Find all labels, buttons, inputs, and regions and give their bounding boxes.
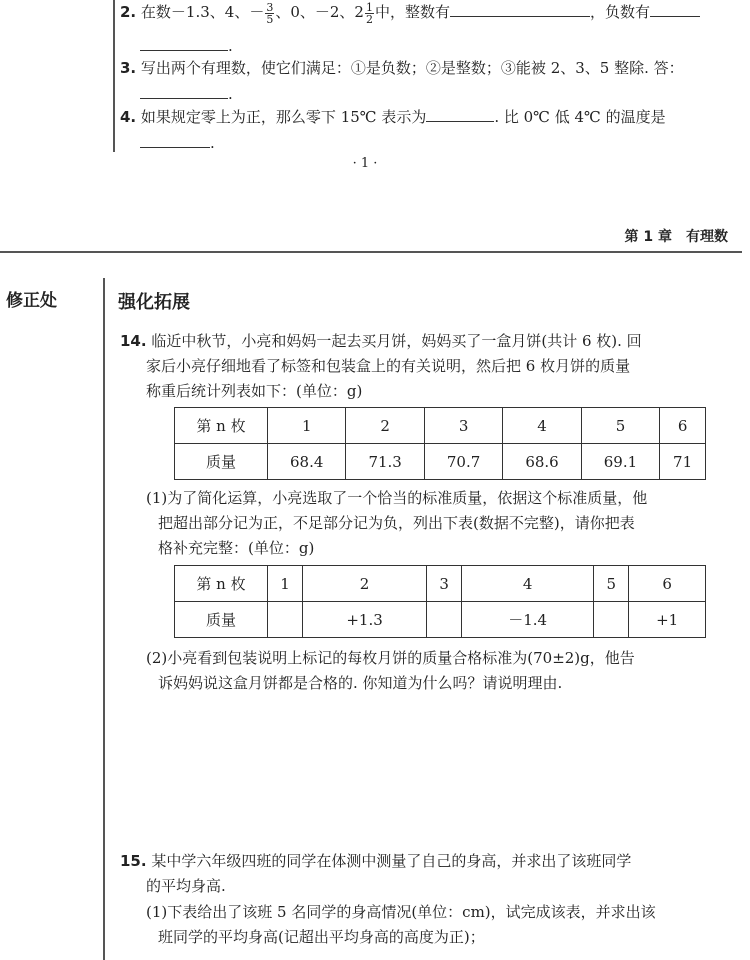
table-cell: 1 bbox=[268, 566, 303, 602]
section-title: 强化拓展 bbox=[118, 292, 190, 313]
table-cell: 6 bbox=[629, 566, 706, 602]
question-text: 在数－1.3、4、－ bbox=[140, 3, 265, 21]
question-text: 写出两个有理数，使它们满足：①是负数；②是整数；③能被 2、3、5 整除. 答： bbox=[140, 59, 684, 77]
table-cell: 1 bbox=[268, 408, 346, 444]
q14-line-3: 称重后统计列表如下：(单位：g) bbox=[146, 382, 363, 400]
table-cell: 3 bbox=[424, 408, 502, 444]
q14-part1-line-3: 格补充完整：(单位：g) bbox=[158, 539, 315, 557]
table-cell-blank[interactable] bbox=[427, 602, 462, 638]
header-rule bbox=[0, 251, 742, 253]
table-cell: －1.4 bbox=[462, 602, 594, 638]
q14-part1-line-1: (1)为了简化运算，小亮选取了一个恰当的标准质量，依据这个标准质量，他 bbox=[146, 489, 648, 507]
table-row-header: 质量 bbox=[175, 602, 268, 638]
table-cell: 69.1 bbox=[581, 444, 659, 480]
answer-blank[interactable] bbox=[140, 36, 228, 51]
table-cell-blank[interactable] bbox=[594, 602, 629, 638]
answer-blank[interactable] bbox=[450, 2, 590, 17]
table-cell: 4 bbox=[503, 408, 581, 444]
answer-blank[interactable] bbox=[650, 2, 700, 17]
margin-line bbox=[103, 278, 105, 960]
table-cell: 2 bbox=[302, 566, 426, 602]
table-cell: 3 bbox=[427, 566, 462, 602]
table-cell: 6 bbox=[660, 408, 706, 444]
q15-part1-line-1: (1)下表给出了该班 5 名同学的身高情况(单位：cm)，试完成该表，并求出该 bbox=[146, 903, 656, 921]
page-number: · 1 · bbox=[352, 156, 378, 171]
question-text: 中，整数有 bbox=[374, 3, 450, 21]
answer-blank[interactable] bbox=[140, 84, 228, 99]
chapter-header: 第 1 章 有理数 bbox=[624, 229, 728, 245]
question-number: 4. bbox=[120, 108, 137, 126]
table-cell: 70.7 bbox=[424, 444, 502, 480]
table-cell: 71 bbox=[660, 444, 706, 480]
q14-part2-line-2: 诉妈妈说这盒月饼都是合格的. 你知道为什么吗？请说明理由. bbox=[158, 674, 563, 692]
top-margin-line bbox=[113, 0, 115, 152]
answer-line: . bbox=[140, 34, 730, 58]
answer-line: . bbox=[140, 82, 730, 106]
q15-line-2: 的平均身高. bbox=[146, 877, 226, 895]
table-cell: 68.6 bbox=[503, 444, 581, 480]
question-text: 、0、－2、2 bbox=[275, 3, 364, 21]
sidebar-label: 修正处 bbox=[6, 291, 57, 311]
table-cell: 5 bbox=[581, 408, 659, 444]
fraction: $\frac{1}{2}$ bbox=[365, 0, 373, 26]
q15-part1-line-2: 班同学的平均身高(记超出平均身高的高度为正)； bbox=[158, 928, 485, 946]
table-cell: 5 bbox=[594, 566, 629, 602]
table-cell: +1 bbox=[629, 602, 706, 638]
answer-blank[interactable] bbox=[426, 107, 494, 122]
fraction: $\frac{3}{5}$ bbox=[266, 0, 274, 26]
question-number: 3. bbox=[120, 59, 137, 77]
q14-line-1: 14. 临近中秋节，小亮和妈妈一起去买月饼，妈妈买了一盒月饼(共计 6 枚). 回 bbox=[120, 332, 642, 350]
table-row-header: 第 n 枚 bbox=[175, 408, 268, 444]
q14-part1-line-2: 把超出部分记为正，不足部分记为负，列出下表(数据不完整)，请你把表 bbox=[158, 514, 635, 532]
question-number: 14. bbox=[120, 332, 147, 350]
table-cell: 4 bbox=[462, 566, 594, 602]
question-text: 如果规定零上为正，那么零下 15℃ 表示为 bbox=[140, 108, 427, 126]
question-number: 2. bbox=[120, 3, 137, 21]
question-4 bbox=[120, 105, 730, 129]
question-text: . 比 0℃ 低 4℃ 的温度是 bbox=[494, 108, 666, 126]
table-row-header: 质量 bbox=[175, 444, 268, 480]
table-cell: 71.3 bbox=[346, 444, 424, 480]
table-row-header: 第 n 枚 bbox=[175, 566, 268, 602]
question-text: ，负数有 bbox=[589, 3, 650, 21]
mass-table bbox=[174, 407, 706, 480]
deviation-table bbox=[174, 565, 706, 638]
table-cell-blank[interactable] bbox=[268, 602, 303, 638]
table-cell: 68.4 bbox=[268, 444, 346, 480]
q14-part2-line-1: (2)小亮看到包装说明上标记的每枚月饼的质量合格标准为(70±2)g，他告 bbox=[146, 649, 635, 667]
question-number: 15. bbox=[120, 852, 147, 870]
question-2 bbox=[120, 0, 730, 25]
question-3 bbox=[120, 56, 730, 80]
table-cell: +1.3 bbox=[302, 602, 426, 638]
q14-line-2: 家后小亮仔细地看了标签和包装盒上的有关说明，然后把 6 枚月饼的质量 bbox=[146, 357, 631, 375]
q15-line-1: 15. 某中学六年级四班的同学在体测中测量了自己的身高，并求出了该班同学 bbox=[120, 852, 632, 870]
table-cell: 2 bbox=[346, 408, 424, 444]
answer-blank[interactable] bbox=[140, 133, 210, 148]
answer-line: . bbox=[140, 131, 730, 155]
